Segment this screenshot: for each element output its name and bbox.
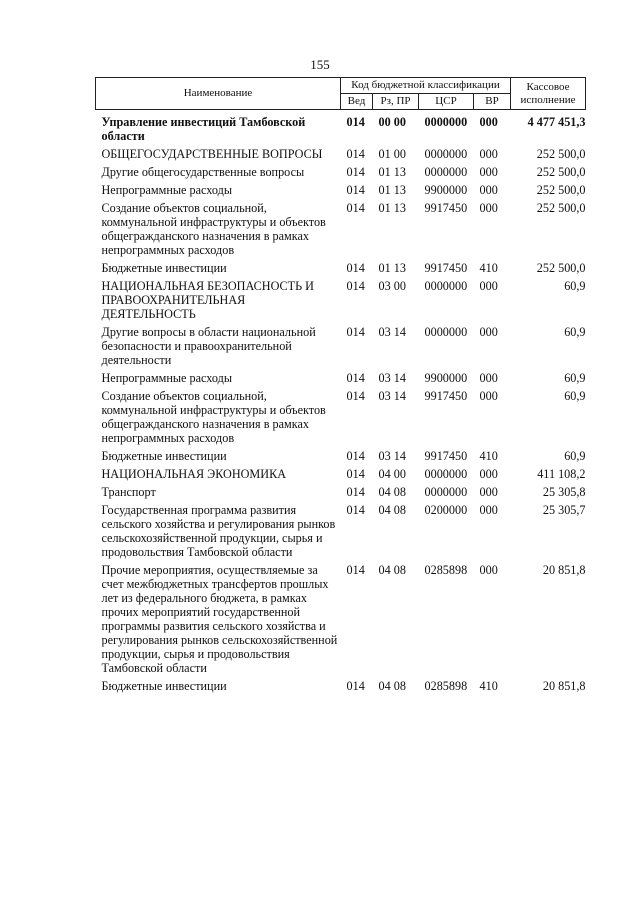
row-ved: 014 <box>346 115 365 129</box>
row-vr: 410 <box>479 449 498 463</box>
table-row <box>96 199 586 259</box>
row-rz-pr: 01 00 <box>378 147 406 161</box>
row-name: Бюджетные инвестиции <box>101 679 227 693</box>
row-cash-execution: 252 500,0 <box>536 165 586 179</box>
table-row <box>96 561 586 677</box>
header-code-group: Код бюджетной классификации <box>341 78 511 94</box>
row-csr: 9917450 <box>424 201 468 215</box>
row-vr: 000 <box>479 201 498 215</box>
row-ved: 014 <box>346 147 365 161</box>
row-rz-pr: 04 08 <box>378 679 406 693</box>
table-row <box>96 483 586 501</box>
row-ved: 014 <box>346 449 365 463</box>
row-csr: 0000000 <box>424 115 468 129</box>
row-ved: 014 <box>346 183 365 197</box>
row-csr: 9900000 <box>424 183 468 197</box>
header-csr: ЦСР <box>419 94 474 110</box>
row-csr: 0000000 <box>424 147 468 161</box>
row-name: Создание объектов социальной, коммунальной инфраструктуры и объектов общегражданского назначения в рамках непрограммных расходов <box>101 389 326 445</box>
row-rz-pr: 01 13 <box>378 201 406 215</box>
row-rz-pr: 04 08 <box>378 485 406 499</box>
table-row <box>96 501 586 561</box>
header-vr: ВР <box>474 94 511 110</box>
row-name: Непрограммные расходы <box>101 371 233 385</box>
row-vr: 000 <box>479 371 498 385</box>
row-rz-pr: 03 00 <box>378 279 406 293</box>
header-ved: Вед <box>341 94 373 110</box>
row-vr: 000 <box>479 485 498 499</box>
row-rz-pr: 04 08 <box>378 503 406 517</box>
row-name: Другие вопросы в области национальной безопасности и правоохранительной деятельности <box>101 325 316 367</box>
row-ved: 014 <box>346 563 365 577</box>
header-cash-execution: Кассовое исполнение <box>511 78 586 110</box>
row-csr: 9900000 <box>424 371 468 385</box>
table-row <box>96 259 586 277</box>
budget-table <box>95 77 586 695</box>
row-ved: 014 <box>346 325 365 339</box>
row-csr: 0000000 <box>424 467 468 481</box>
table-header <box>96 78 586 110</box>
row-rz-pr: 04 08 <box>378 563 406 577</box>
row-cash-execution: 252 500,0 <box>536 147 586 161</box>
row-vr: 000 <box>479 389 498 403</box>
row-ved: 014 <box>346 389 365 403</box>
row-name: НАЦИОНАЛЬНАЯ ЭКОНОМИКА <box>101 467 286 481</box>
table-row <box>96 110 586 146</box>
row-name: Прочие мероприятия, осуществляемые за счет межбюджетных трансфертов прошлых лет из федерального бюджета, в рамках прочих мероприятий государственной программы развития сельского хозяйства и регулирования рынков сельскохозяйственной продукции, сырья и продовольствия Тамбовской области <box>101 563 338 675</box>
table-row <box>96 447 586 465</box>
table-row <box>96 387 586 447</box>
row-rz-pr: 03 14 <box>378 371 406 385</box>
row-vr: 000 <box>479 563 498 577</box>
row-name: Непрограммные расходы <box>101 183 233 197</box>
row-cash-execution: 60,9 <box>564 279 586 293</box>
row-rz-pr: 03 14 <box>378 325 406 339</box>
page-number: 155 <box>310 57 330 72</box>
row-name: Другие общегосударственные вопросы <box>101 165 305 179</box>
row-name: НАЦИОНАЛЬНАЯ БЕЗОПАСНОСТЬ И ПРАВООХРАНИТЕЛЬНАЯ ДЕЯТЕЛЬНОСТЬ <box>101 279 314 321</box>
table-row <box>96 145 586 163</box>
table-row <box>96 369 586 387</box>
row-name: Бюджетные инвестиции <box>101 449 227 463</box>
header-rz-pr: Рз, ПР <box>373 94 419 110</box>
row-cash-execution: 20 851,8 <box>542 563 586 577</box>
row-cash-execution: 60,9 <box>564 389 586 403</box>
row-rz-pr: 01 13 <box>378 261 406 275</box>
row-cash-execution: 60,9 <box>564 325 586 339</box>
row-csr: 0285898 <box>424 563 468 577</box>
row-rz-pr: 04 00 <box>378 467 406 481</box>
table-row <box>96 465 586 483</box>
row-ved: 014 <box>346 503 365 517</box>
row-name: Управление инвестиций Тамбовской области <box>101 115 306 143</box>
table-row <box>96 277 586 323</box>
row-cash-execution: 20 851,8 <box>542 679 586 693</box>
row-cash-execution: 60,9 <box>564 371 586 385</box>
row-name: Бюджетные инвестиции <box>101 261 227 275</box>
row-vr: 000 <box>479 467 498 481</box>
row-ved: 014 <box>346 467 365 481</box>
row-vr: 000 <box>479 503 498 517</box>
row-vr: 000 <box>479 279 498 293</box>
row-rz-pr: 03 14 <box>378 449 406 463</box>
row-rz-pr: 01 13 <box>378 165 406 179</box>
row-csr: 0000000 <box>424 165 468 179</box>
row-cash-execution: 252 500,0 <box>536 261 586 275</box>
row-vr: 000 <box>479 325 498 339</box>
table-row <box>96 163 586 181</box>
row-ved: 014 <box>346 261 365 275</box>
row-name: Государственная программа развития сельского хозяйства и регулирования рынков сельскохозяйственной продукции, сырья и продовольствия Тамбовской области <box>101 503 336 559</box>
row-csr: 9917450 <box>424 261 468 275</box>
row-csr: 9917450 <box>424 389 468 403</box>
row-csr: 0200000 <box>424 503 468 517</box>
row-cash-execution: 25 305,7 <box>542 503 586 517</box>
row-csr: 0000000 <box>424 485 468 499</box>
row-vr: 000 <box>479 183 498 197</box>
row-cash-execution: 60,9 <box>564 449 586 463</box>
row-ved: 014 <box>346 679 365 693</box>
row-name: Создание объектов социальной, коммунальной инфраструктуры и объектов общегражданского назначения в рамках непрограммных расходов <box>101 201 326 257</box>
table-body <box>96 110 586 696</box>
row-vr: 000 <box>479 147 498 161</box>
table-row <box>96 323 586 369</box>
row-cash-execution: 252 500,0 <box>536 183 586 197</box>
row-ved: 014 <box>346 165 365 179</box>
row-name: Транспорт <box>101 485 156 499</box>
row-vr: 410 <box>479 679 498 693</box>
row-cash-execution: 252 500,0 <box>536 201 586 215</box>
row-ved: 014 <box>346 279 365 293</box>
row-rz-pr: 00 00 <box>378 115 406 129</box>
row-csr: 0000000 <box>424 325 468 339</box>
row-vr: 410 <box>479 261 498 275</box>
header-name: Наименование <box>96 78 341 110</box>
row-rz-pr: 03 14 <box>378 389 406 403</box>
row-rz-pr: 01 13 <box>378 183 406 197</box>
row-cash-execution: 4 477 451,3 <box>527 115 586 129</box>
table-row <box>96 181 586 199</box>
row-ved: 014 <box>346 485 365 499</box>
row-ved: 014 <box>346 371 365 385</box>
row-vr: 000 <box>479 165 498 179</box>
table-row <box>96 677 586 695</box>
row-ved: 014 <box>346 201 365 215</box>
row-vr: 000 <box>479 115 498 129</box>
row-name: ОБЩЕГОСУДАРСТВЕННЫЕ ВОПРОСЫ <box>101 147 323 161</box>
row-cash-execution: 25 305,8 <box>542 485 586 499</box>
row-csr: 9917450 <box>424 449 468 463</box>
row-csr: 0000000 <box>424 279 468 293</box>
row-cash-execution: 411 108,2 <box>537 467 586 481</box>
row-csr: 0285898 <box>424 679 468 693</box>
